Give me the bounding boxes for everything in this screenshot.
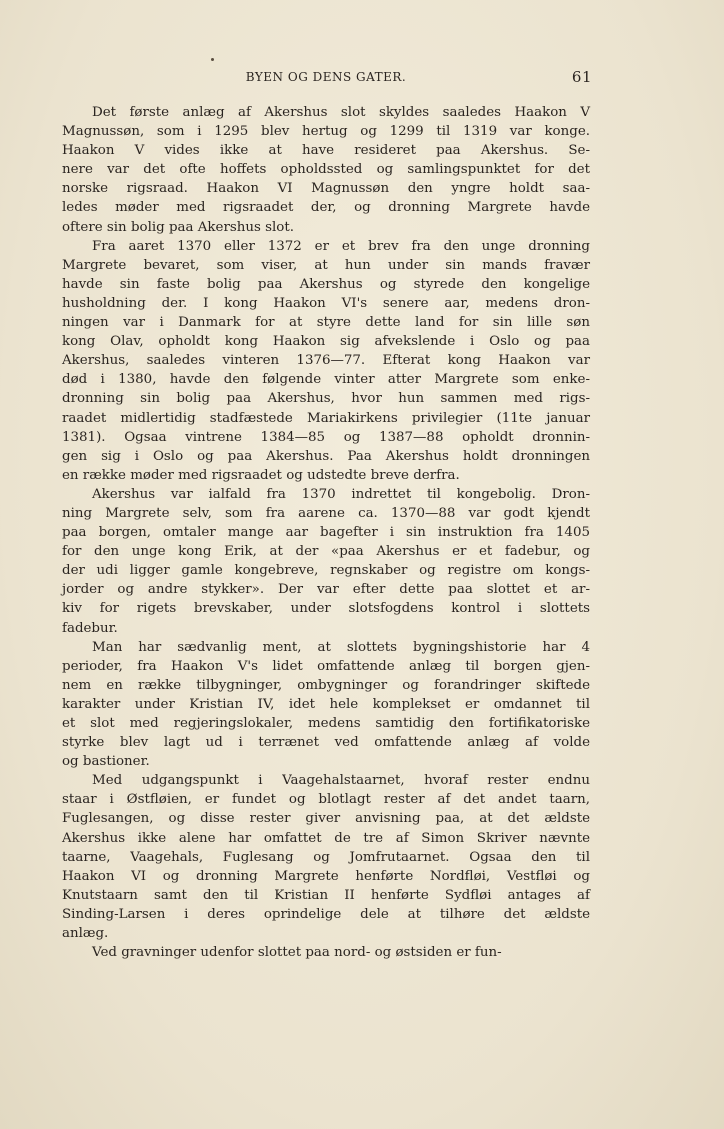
text-line: et slot med regjeringslokaler, medens samtidig den fortifikatoriske [62,716,590,731]
text-line: styrke blev lagt ud i terrænet ved omfattende anlæg af volde [62,735,590,751]
text-line: oftere sin bolig paa Akershus slot. [62,219,294,235]
text-line: havde sin faste bolig paa Akershus og styrede den kongelige [62,276,590,292]
text-line: Haakon V vides ikke at have resideret paa Akershus. Se- [62,143,590,159]
text-line: fadebur. [62,620,118,636]
running-title: BYEN OG DENS GATER. [245,70,407,84]
text-line: karakter under Kristian IV, idet hele komplekset er omdannet til [62,696,590,712]
text-line: Ved gravninger udenfor slottet paa nord- og østsiden er fun- [92,945,502,961]
text-line: kong Olav, opholdt kong Haakon sig afvekslende i Oslo og paa [62,334,590,350]
text-line: norske rigsraad. Haakon VI Magnussøn den yngre holdt saa- [62,181,590,197]
paragraph [62,771,590,943]
text-line: nere var det ofte hoffets opholdssted og samlingspunktet for det [62,162,590,178]
text-line: Fra aaret 1370 eller 1372 er et brev fra den unge dronning [92,238,590,254]
text-line: Knutstaarn samt den til Kristian II henførte Sydfløi antages af [62,887,590,903]
text-line: nem en række tilbygninger, ombygninger og forandringer skiftede [62,677,590,693]
text-line: paa borgen, omtaler mange aar bagefter i sin instruktion fra 1405 [62,525,590,541]
text-line: jorder og andre stykker». Der var efter dette paa slottet et ar- [62,582,590,598]
text-line: ning Margrete selv, som fra aarene ca. 1370—88 var godt kjendt [62,505,590,521]
text-line: perioder, fra Haakon V's lidet omfattende anlæg til borgen gjen- [62,658,590,674]
text-line: gen sig i Oslo og paa Akershus. Paa Akershus holdt dronningen [62,448,590,464]
text-line: Akershus, saaledes vinteren 1376—77. Efterat kong Haakon var [62,353,590,369]
text-line: Sinding-Larsen i deres oprindelige dele at tilhøre det ældste [62,906,590,922]
ink-speck [211,58,214,61]
paragraph [62,103,590,237]
text-line: Haakon VI og dronning Margrete henførte Nordfløi, Vestfløi og [62,868,590,884]
paragraph [62,638,590,772]
body-text [62,103,590,962]
text-line: Akershus var ialfald fra 1370 indrettet til kongebolig. Dron- [92,486,590,502]
text-line: husholdning der. I kong Haakon VI's senere aar, medens dron- [62,295,590,311]
paragraph [62,943,590,962]
text-line: dronning sin bolig paa Akershus, hvor hun sammen med rigs- [62,391,590,407]
text-line: ningen var i Danmark for at styre dette land for sin lille søn [62,315,590,331]
text-line: 1381). Ogsaa vintrene 1384—85 og 1387—88 opholdt dronnin- [62,429,590,445]
paragraph [62,237,590,485]
text-line: anlæg. [62,926,109,942]
text-line: ledes møder med rigsraadet der, og dronning Margrete havde [62,200,590,216]
text-line: Akershus ikke alene har omfattet de tre af Simon Skriver nævnte [62,830,590,846]
text-line: en række møder med rigsraadet og udstedte breve derfra. [62,467,460,483]
text-line: raadet midlertidig stadfæstede Mariakirkens privilegier (11te januar [62,410,590,426]
text-line: kiv for rigets brevskaber, under slotsfogdens kontrol i slottets [62,601,590,617]
page-number: 61 [571,68,592,86]
text-line: Fuglesangen, og disse rester giver anvisning paa, at det ældste [62,811,590,827]
text-line: død i 1380, havde den følgende vinter atter Margrete som enke- [62,372,590,388]
paragraph [62,485,590,638]
text-line: Magnussøn, som i 1295 blev hertug og 1299 til 1319 var konge. [62,124,590,140]
text-line: taarne, Vaagehals, Fuglesang og Jomfrutaarnet. Ogsaa den til [62,849,590,865]
text-line: Med udgangspunkt i Vaagehalstaarnet, hvoraf rester endnu [92,773,590,789]
page-header [60,70,592,94]
text-line: og bastioner. [62,754,150,770]
text-line: for den unge kong Erik, at der «paa Akershus er et fadebur, og [62,544,590,560]
text-line: Man har sædvanlig ment, at slottets bygningshistorie har 4 [92,639,590,655]
text-line: der udi ligger gamle kongebreve, regnskaber og registre om kongs- [62,563,590,579]
text-line: staar i Østfløien, er fundet og blotlagt rester af det andet taarn, [62,792,590,808]
text-line: Det første anlæg af Akershus slot skyldes saaledes Haakon V [92,105,590,120]
text-line: Margrete bevaret, som viser, at hun under sin mands fravær [62,257,590,273]
